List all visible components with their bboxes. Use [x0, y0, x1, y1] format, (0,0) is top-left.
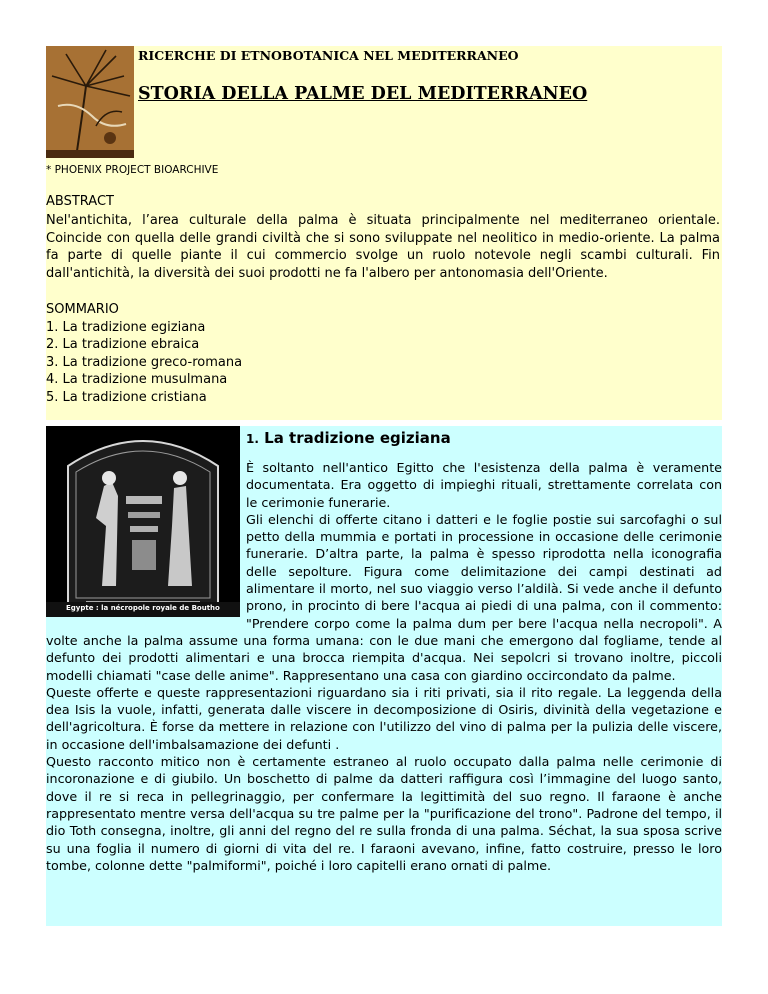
- paragraph: È soltanto nell'antico Egitto che l'esistenza della palma è veramente documentata. Era oggetto di impieghi rituali, strettamente correlata con le cerimonie funerarie.: [246, 460, 722, 510]
- summary-item[interactable]: 2. La tradizione ebraica: [46, 337, 200, 353]
- summary-item[interactable]: 3. La tradizione greco-romana: [46, 354, 243, 370]
- main-title: STORIA DELLA PALME DEL MEDITERRANEO: [138, 84, 588, 104]
- section-number: 1.: [246, 432, 259, 446]
- summary-item[interactable]: 4. La tradizione musulmana: [46, 372, 228, 388]
- abstract-text: Nel'antichita, l’area culturale della palma è situata principalmente nel mediterraneo orientale. Coincide con quella delle grandi civiltà che si sono sviluppate nel neolitico in medio-oriente. La palma fa parte di quelle piante il cui commercio svolge un ruolo notevole negli scambi culturali. Fin dall'antichità, la diversità dei suoi prodotti ne fa l'albero per antonomasia dell'Oriente.: [46, 213, 720, 281]
- paragraph: Questo racconto mitico non è certamente estraneo al ruolo occupato dalla palma nelle cerimonie di incoronazione e di giubilo. Un boschetto di palme da datteri raffigura così l’immagine del luogo santo, dove il re si reca in pellegrinaggio, per confermare la legittimità del suo regno. Il faraone è anche rappresentato mentre versa dell'acqua su tre palme per la "purificazione del trono". Padrone del tempo, il dio Toth consegna, inoltre, gli anni del regno del re sulla fronda di una palma. Séchat, la sua sposa scrive su una foglia il numero di giorni di vita del re. I faraoni avevano, infine, fatto costruire, presso le loro tombe, colonne dette "palmiformi", poiché i loro capitelli erano ornati di palme.: [46, 754, 722, 873]
- papyrus-logo-image: [46, 46, 134, 158]
- egyptian-stele-image: [46, 426, 240, 617]
- paragraph: Gli elenchi di offerte citano i datteri e le foglie postie sui sarcofaghi o sul petto della mummia e portati in processione in occasione delle cerimonie funerarie. D’altra parte, la palma è spesso riprodotta nella iconografia delle sepolture. Figura come delimitazione dei campi destinati ad alimentare il morto, nel suo viaggio verso l’aldilà. Si vede anche il defunto prono, in procinto di bere l'acqua ai piedi di una palma, con il commento: "Prendere corpo come la palma dum per bere l'acqua nella necropoli". A volte anche la palma assume una forma umana: con le due mani che emergono dal fogliame, tende al defunto dei prodotti alimentari e una brocca riempita d'acqua. Nei sepolcri si trovano inoltre, piccoli modelli chiamati "case delle anime". Rappresentano una casa con giardino occircondato da palme.: [46, 511, 722, 683]
- series-title: RICERCHE DI ETNOBOTANICA NEL MEDITERRANEO: [138, 48, 519, 63]
- summary-item[interactable]: 5. La tradizione cristiana: [46, 389, 207, 405]
- summary-list: [46, 319, 242, 406]
- header-panel: [46, 46, 722, 420]
- summary-item[interactable]: 1. La tradizione egiziana: [46, 320, 206, 335]
- abstract-heading: ABSTRACT: [46, 194, 114, 209]
- paragraph: Queste offerte e queste rappresentazioni riguardano sia i riti privati, sia il rito regale. La leggenda della dea Isis la vuole, infatti, generata dalle viscere in decomposizione di Osiris, divinità della vegetazione e dell'agricoltura. È forse da mettere in relazione con l'utilizzo del vino di palma per la pulizia delle viscere, in occasione dell'imbalsamazione dei defunti .: [46, 684, 722, 752]
- section-title-text: La tradizione egiziana: [264, 429, 451, 447]
- source-label: * PHOENIX PROJECT BIOARCHIVE: [46, 164, 219, 176]
- summary-heading: SOMMARIO: [46, 302, 119, 317]
- figure-caption: Egypte : la nécropole royale de Boutho: [66, 604, 220, 612]
- section-egyptian-panel: [46, 426, 722, 926]
